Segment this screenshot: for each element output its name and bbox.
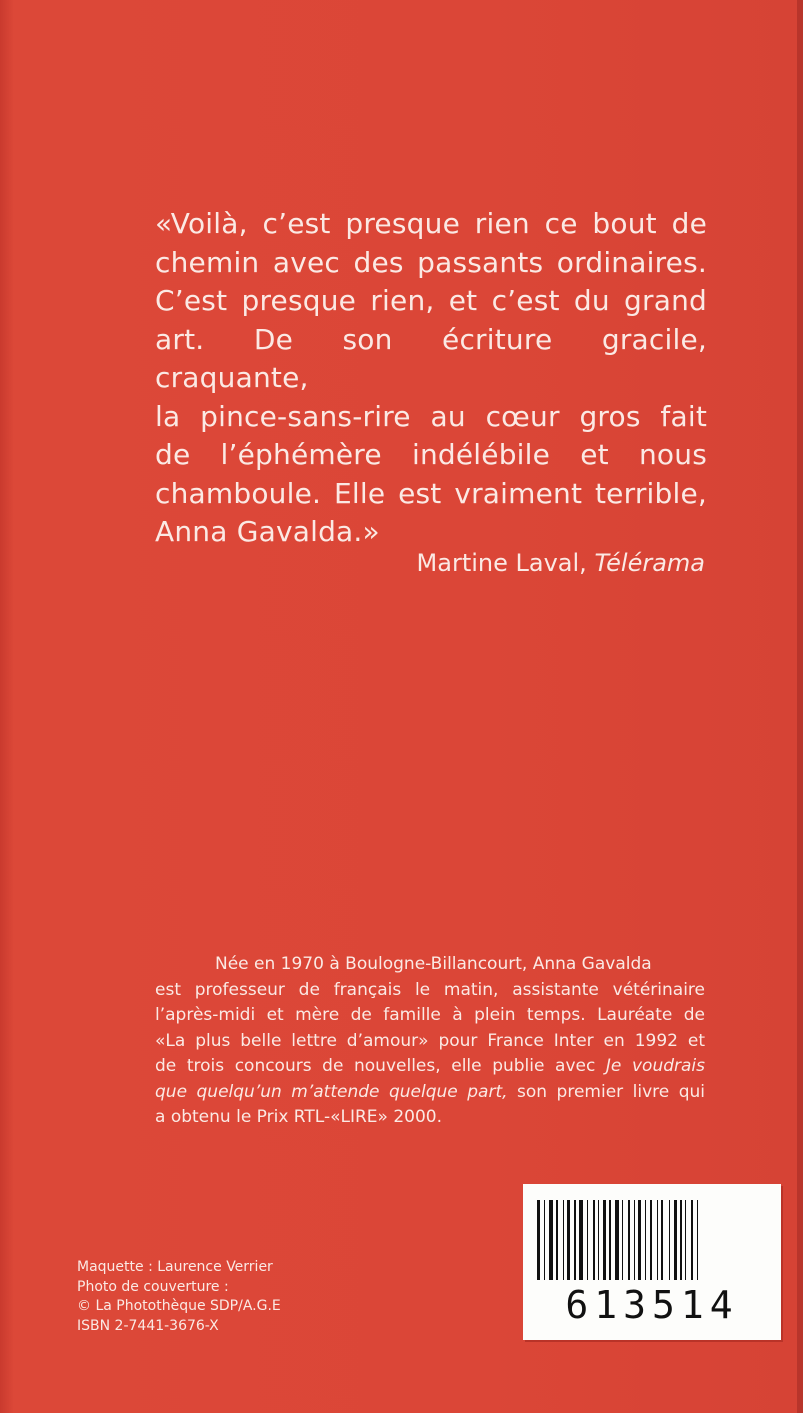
attribution-publication: Télérama [594, 549, 705, 577]
barcode-bar [661, 1200, 663, 1280]
quote-line: de l’éphémère indélébile et nous [155, 438, 707, 471]
cover-edge [797, 0, 803, 1413]
attribution-author: Martine Laval, [416, 549, 587, 577]
bio-line: Née en 1970 à Boulogne-Billancourt, Anna Gavalda [215, 954, 652, 974]
barcode-bar [574, 1200, 576, 1280]
bio-line: est professeur de français le matin, assistante vétérinaire [155, 979, 705, 1000]
credits [77, 1258, 377, 1336]
bio-text: son premier livre qui [517, 1081, 706, 1102]
author-bio [155, 952, 705, 1131]
barcode-bar [579, 1200, 583, 1280]
barcode-bar [537, 1200, 540, 1280]
quote-line: C’est presque rien, et c’est du grand [155, 284, 707, 317]
bio-line [155, 1054, 705, 1080]
barcode-bar [628, 1200, 630, 1280]
barcode-bar [615, 1200, 619, 1280]
quote-line: chamboule. Elle est vraiment terrible, [155, 476, 707, 510]
quote-line: «Voilà, c’est presque rien ce bout de [155, 207, 707, 240]
barcode-bar [549, 1200, 553, 1280]
barcode-bar [593, 1200, 595, 1280]
quote-attribution [155, 545, 705, 581]
barcode-bar [638, 1200, 641, 1280]
barcode-label [523, 1184, 781, 1340]
barcode-bar [657, 1200, 658, 1280]
quote-line: chemin avec des passants ordinaires. [155, 245, 707, 279]
barcode-bar [556, 1200, 558, 1280]
barcode-bar [563, 1200, 564, 1280]
bio-line: l’après-midi et mère de famille à plein temps. Lauréate de [155, 1005, 705, 1025]
barcode-bars [537, 1200, 767, 1280]
barcode-bar [587, 1200, 588, 1280]
bio-line: «La plus belle lettre d’amour» pour France Inter en 1992 et [155, 1030, 705, 1051]
review-quote [155, 205, 707, 552]
barcode-bar [544, 1200, 545, 1280]
bio-line [155, 1080, 705, 1106]
barcode-bar [567, 1200, 570, 1280]
credit-maquette: Maquette : Laurence Verrier [77, 1259, 273, 1275]
barcode-bar [650, 1200, 652, 1280]
barcode-bar [645, 1200, 646, 1280]
barcode-number: 613514 [565, 1283, 739, 1327]
barcode-bar [609, 1200, 611, 1280]
barcode-bar [691, 1200, 693, 1280]
credit-photo: © La Photothèque SDP/A.G.E [77, 1298, 281, 1314]
barcode-bar [669, 1200, 670, 1280]
bio-line: a obtenu le Prix RTL-«LIRE» 2000. [155, 1107, 442, 1127]
barcode-bar [603, 1200, 606, 1280]
isbn: ISBN 2-7441-3676-X [77, 1317, 219, 1334]
bio-book-title: Je voudrais [605, 1056, 705, 1076]
barcode-bar [685, 1200, 686, 1280]
credit-photo-label: Photo de couverture : [77, 1278, 229, 1295]
barcode-bar [598, 1200, 599, 1280]
bio-book-title: que quelqu’un m’attende quelque part, [155, 1081, 508, 1102]
bio-text: de trois concours de nouvelles, elle publie avec [155, 1056, 596, 1076]
barcode-bar [680, 1200, 682, 1280]
barcode-bar [697, 1200, 698, 1280]
quote-line: art. De son écriture gracile, craquante, [155, 322, 707, 394]
barcode-bar [634, 1200, 635, 1280]
barcode-bar [622, 1200, 623, 1280]
barcode-bar [674, 1200, 677, 1280]
quote-line: la pince-sans-rire au cœur gros fait [155, 399, 707, 433]
quote-line: Anna Gavalda.» [155, 515, 380, 548]
